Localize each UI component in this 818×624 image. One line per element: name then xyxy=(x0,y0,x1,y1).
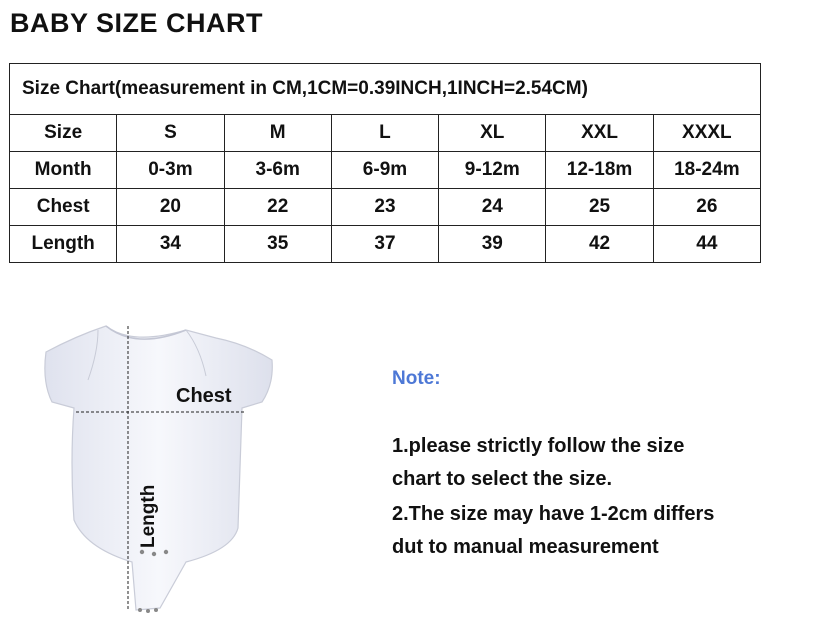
chest-label: Chest xyxy=(176,385,232,407)
table-cell: 44 xyxy=(653,226,760,263)
table-cell: 34 xyxy=(117,226,224,263)
table-row-size xyxy=(10,115,761,152)
table-cell: 37 xyxy=(331,226,438,263)
table-cell: 23 xyxy=(331,189,438,226)
bodysuit-diagram xyxy=(36,322,286,618)
table-cell: Chest xyxy=(10,189,117,226)
snap-button xyxy=(140,550,144,554)
table-cell: 0-3m xyxy=(117,152,224,189)
table-cell: XXL xyxy=(546,115,653,152)
note-line: chart to select the size. xyxy=(392,468,613,490)
note-line: 2.The size may have 1-2cm differs xyxy=(392,503,715,525)
table-row-month xyxy=(10,152,761,189)
table-cell: 20 xyxy=(117,189,224,226)
table-cell: 24 xyxy=(439,189,546,226)
snap-button xyxy=(138,608,142,612)
table-cell: L xyxy=(331,115,438,152)
size-chart-table xyxy=(9,63,761,263)
snap-button xyxy=(152,552,156,556)
table-cell: XL xyxy=(439,115,546,152)
table-cell: 35 xyxy=(224,226,331,263)
table-cell: 6-9m xyxy=(331,152,438,189)
table-cell: 25 xyxy=(546,189,653,226)
table-cell: 26 xyxy=(653,189,760,226)
snap-button xyxy=(154,608,158,612)
length-label: Length xyxy=(138,484,159,548)
table-row-length xyxy=(10,226,761,263)
snap-button xyxy=(164,550,168,554)
table-caption-row xyxy=(10,64,761,115)
bodysuit-shape xyxy=(45,326,272,610)
table-cell: S xyxy=(117,115,224,152)
table-cell: XXXL xyxy=(653,115,760,152)
table-cell: 3-6m xyxy=(224,152,331,189)
table-cell: 39 xyxy=(439,226,546,263)
note-line: dut to manual measurement xyxy=(392,536,659,558)
table-cell: 42 xyxy=(546,226,653,263)
table-cell: Length xyxy=(10,226,117,263)
table-cell: 9-12m xyxy=(439,152,546,189)
note-line: 1.please strictly follow the size xyxy=(392,435,685,457)
table-cell: 12-18m xyxy=(546,152,653,189)
table-caption: Size Chart(measurement in CM,1CM=0.39INCH,1INCH=2.54CM) xyxy=(10,64,761,115)
table-cell: M xyxy=(224,115,331,152)
page-title: BABY SIZE CHART xyxy=(10,8,264,38)
table-cell: 18-24m xyxy=(653,152,760,189)
table-row-chest xyxy=(10,189,761,226)
table-cell: Month xyxy=(10,152,117,189)
snap-button xyxy=(146,609,150,613)
note-title: Note: xyxy=(392,368,441,389)
table-cell: 22 xyxy=(224,189,331,226)
table-cell: Size xyxy=(10,115,117,152)
